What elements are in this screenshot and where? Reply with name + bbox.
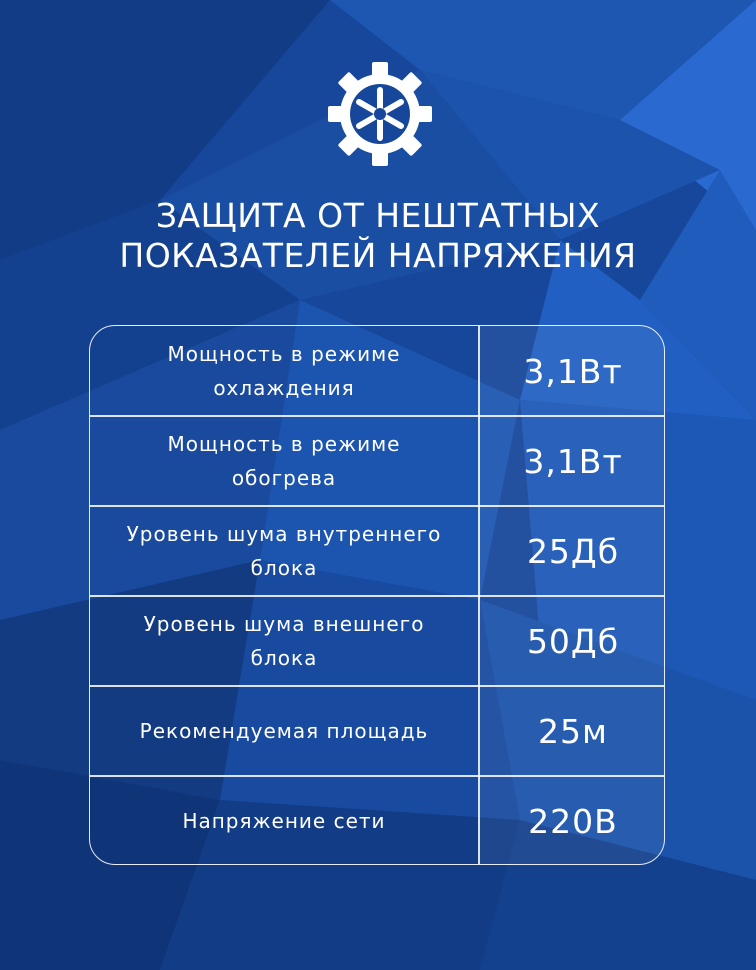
spec-value: 220В (528, 801, 618, 841)
table-row (90, 776, 665, 865)
column-divider (478, 326, 480, 864)
page-title (0, 196, 756, 276)
table-row (90, 416, 665, 506)
table-row (90, 326, 665, 416)
spec-value: 50Дб (526, 621, 620, 661)
title-line-2: ПОКАЗАТЕЛЕЙ НАПРЯЖЕНИЯ (119, 236, 637, 275)
spec-label: Уровень шума внутреннего блока (126, 522, 442, 580)
title-line-1: ЗАЩИТА ОТ НЕШТАТНЫХ (155, 196, 601, 235)
spec-label: Мощность в режиме обогрева (167, 432, 401, 490)
spec-label: Рекомендуемая площадь (139, 719, 429, 743)
spec-value: 25Дб (526, 531, 620, 571)
spec-label: Мощность в режиме охлаждения (167, 342, 401, 400)
table-row (90, 686, 665, 776)
spec-value: 3,1Вт (523, 351, 623, 391)
gear-snowflake-icon (326, 62, 434, 166)
specifications-table (89, 325, 665, 865)
spec-label: Напряжение сети (182, 809, 386, 833)
table-row (90, 596, 665, 686)
spec-value: 3,1Вт (523, 441, 623, 481)
spec-value: 25м (538, 711, 608, 751)
spec-label: Уровень шума внешнего блока (143, 612, 425, 670)
table-row (90, 506, 665, 596)
